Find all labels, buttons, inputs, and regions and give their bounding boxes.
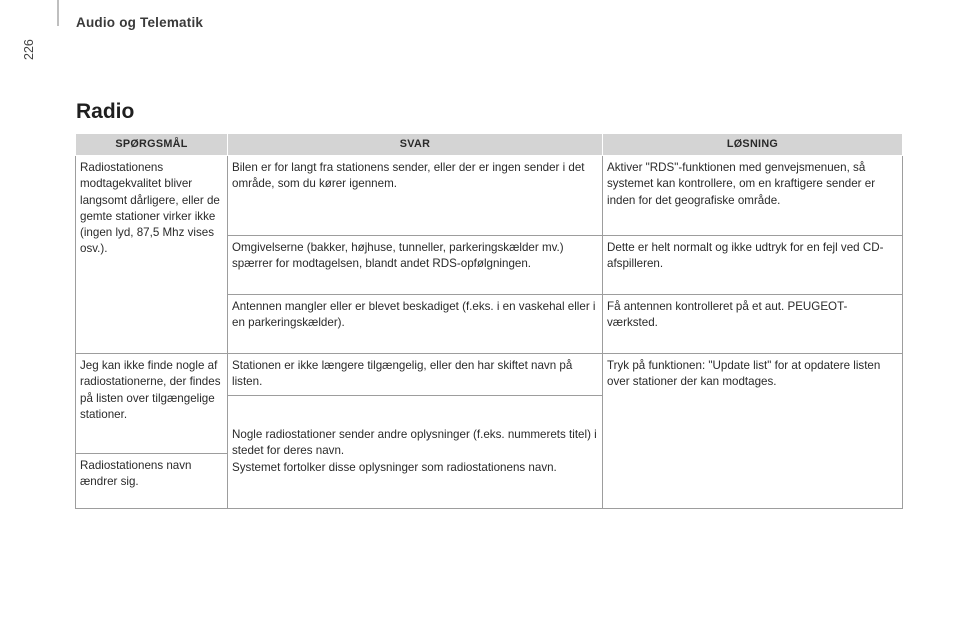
question-cell: Jeg kan ikke finde nogle af radiostationerne, der findes på listen over tilgængelige stationer. <box>76 354 228 454</box>
page-number: 226 <box>22 39 36 60</box>
solution-cell: Dette er helt normalt og ikke udtryk for en fejl ved CD-afspilleren. <box>603 236 903 295</box>
answer-cell: Stationen er ikke længere tilgængelig, eller den har skiftet navn på listen. <box>228 354 603 396</box>
column-header-solution: LØSNING <box>603 134 903 156</box>
table-header-row <box>76 134 903 156</box>
question-cell: Radiostationens modtagekvalitet bliver langsomt dårligere, eller de gemte stationer virker ikke (ingen lyd, 87,5 Mhz vises osv.). <box>76 156 228 354</box>
answer-cell: Antennen mangler eller er blevet beskadiget (f.eks. i en vaskehal eller i en parkeringskælder). <box>228 295 603 354</box>
solution-cell: Tryk på funktionen: "Update list" for at opdatere listen over stationer der kan modtages. <box>603 354 903 509</box>
answer-cell: Nogle radiostationer sender andre oplysninger (f.eks. nummerets titel) i stedet for deres navn. Systemet fortolker disse oplysninger som radiostationens navn. <box>228 395 603 508</box>
table-row <box>76 156 903 236</box>
column-header-question: SPØRGSMÅL <box>76 134 228 156</box>
answer-cell: Omgivelserne (bakker, højhuse, tunneller, parkeringskælder mv.) spærrer for modtagelsen, blandt andet RDS-opfølgningen. <box>228 236 603 295</box>
table-row <box>76 354 903 396</box>
solution-cell: Aktiver "RDS"-funktionen med genvejsmenuen, så systemet kan kontrollere, om en kraftigere sender er inden for det geografiske område. <box>603 156 903 236</box>
side-rule <box>57 0 59 26</box>
section-title: Radio <box>76 100 135 123</box>
answer-cell: Bilen er for langt fra stationens sender, eller der er ingen sender i det område, som du kører igennem. <box>228 156 603 236</box>
question-cell: Radiostationens navn ændrer sig. <box>76 453 228 508</box>
troubleshooting-table <box>75 133 903 509</box>
column-header-answer: SVAR <box>228 134 603 156</box>
chapter-title: Audio og Telematik <box>76 15 204 30</box>
solution-cell: Få antennen kontrolleret på et aut. PEUGEOT-værksted. <box>603 295 903 354</box>
